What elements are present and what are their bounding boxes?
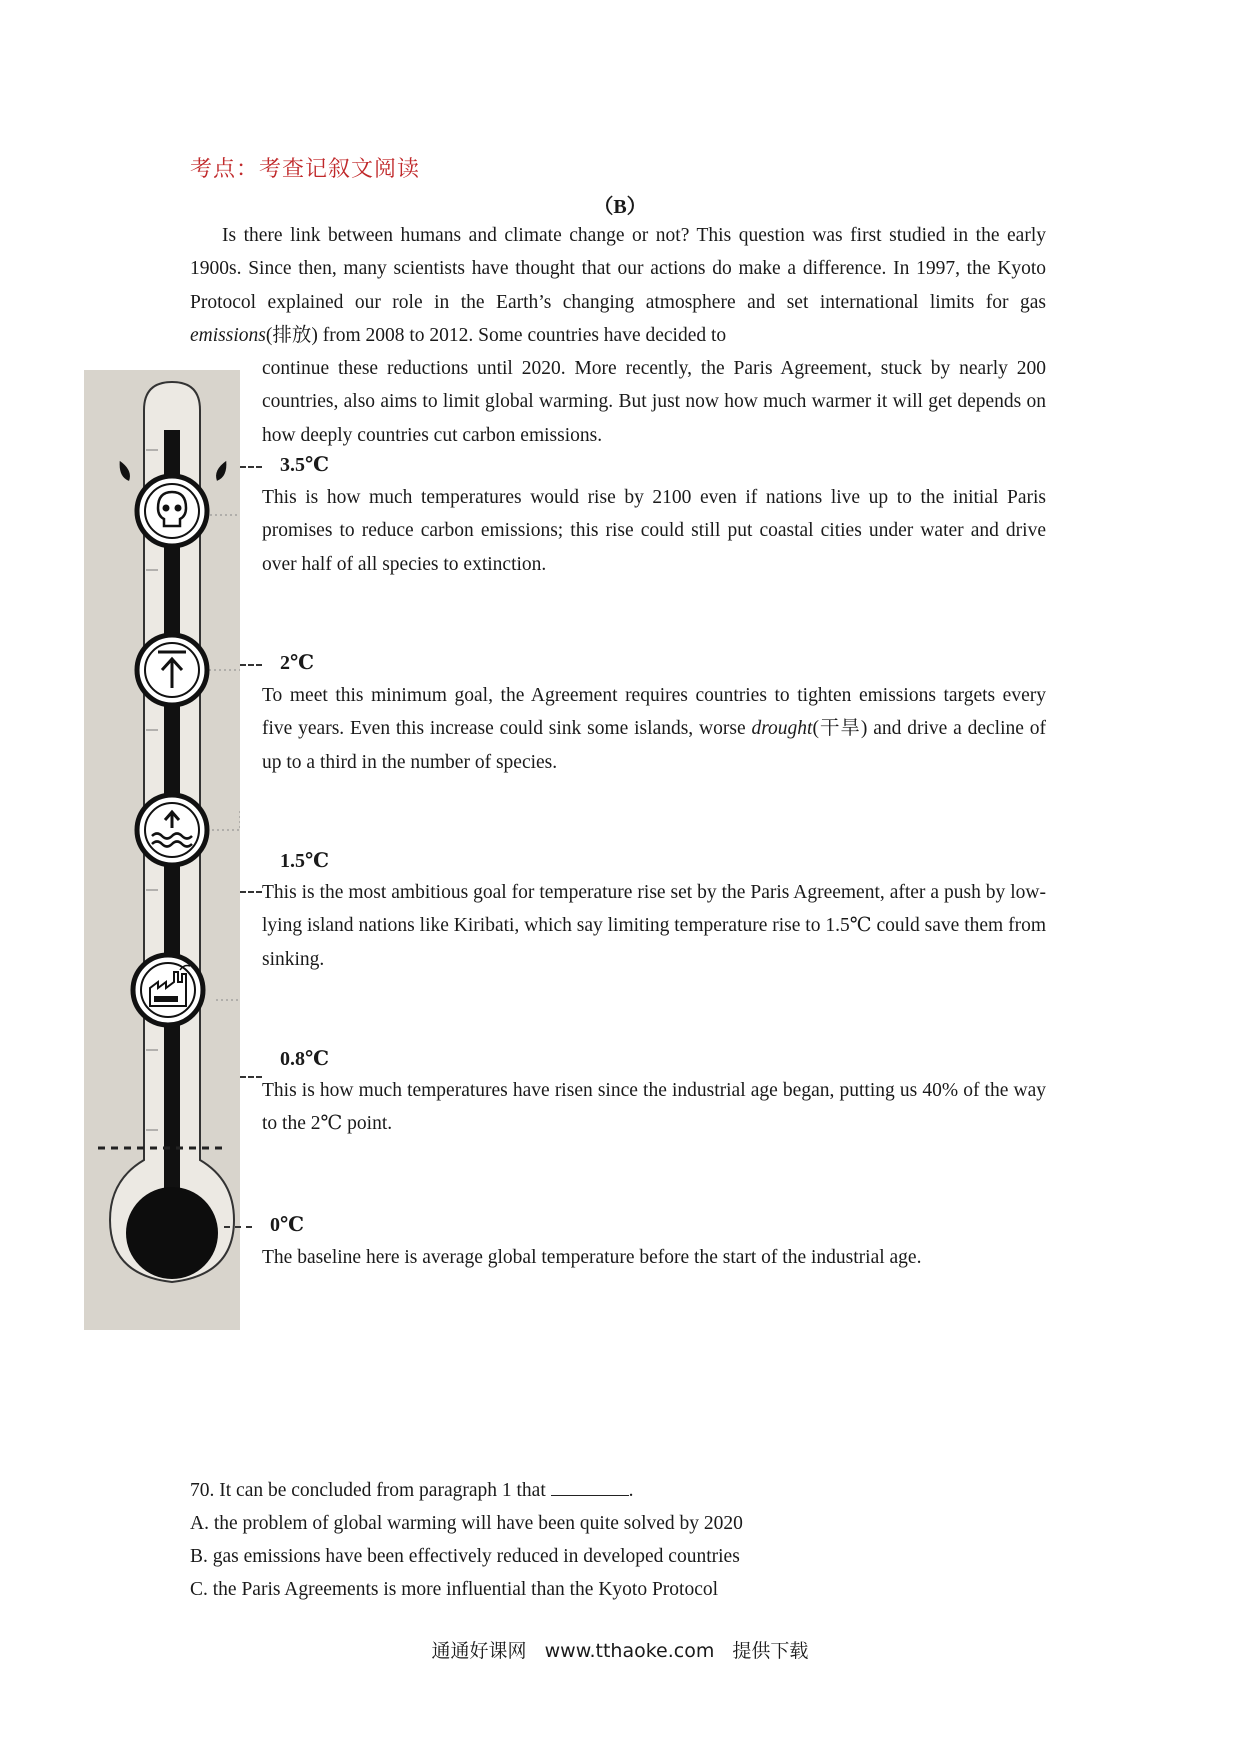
drought-word: drought <box>751 718 813 740</box>
level-2-text-a: To meet this minimum goal, the Agreement requires countries to tighten emissions targets every five years. Even this increase could sink some islands, worse <box>262 685 1046 740</box>
arrow-up-bar-icon <box>137 635 207 705</box>
rising-water-icon <box>137 795 207 865</box>
intro-paragraph <box>190 219 1046 353</box>
section-label: （B） <box>593 196 647 218</box>
connector-1-5 <box>240 891 262 893</box>
temp-label-1-5: 1.5℃ <box>280 850 329 872</box>
thermometer-illustration <box>84 370 240 1330</box>
topic-label: 考点：考查记叙文阅读 <box>190 157 421 182</box>
footer-url: www.tthaoke.com <box>544 1640 715 1662</box>
question-stem-end: . <box>628 1480 634 1501</box>
option-b: B. gas emissions have been effectively reduced in developed countries <box>190 1546 740 1567</box>
emissions-word: emissions <box>190 325 266 347</box>
level-3-5-text: This is how much temperatures would rise by 2100 even if nations live up to the initial Paris promises to reduce carbon emissions; this rise could still put coastal cities under water and drive over half of all species to extinction. <box>262 487 1046 575</box>
question-stem-text: 70. It can be concluded from paragraph 1 that <box>190 1480 551 1501</box>
question-stem <box>190 1474 633 1507</box>
temp-label-0-8: 0.8℃ <box>280 1048 329 1070</box>
footer-site-name: 通通好课网 <box>431 1640 527 1662</box>
intro-paragraph-continued <box>262 352 1046 452</box>
connector-2 <box>240 664 262 666</box>
page-footer <box>0 1636 1240 1663</box>
temp-label-2: 2℃ <box>280 652 314 674</box>
connector-0-8 <box>240 1076 262 1078</box>
level-1-5-text: This is the most ambitious goal for temperature rise set by the Paris Agreement, after a push by low-lying island nations like Kiribati, which say limiting temperature rise to 1.5℃ could save them from sinking. <box>262 882 1046 970</box>
level-0-text: The baseline here is average global temperature before the start of the industrial age. <box>262 1247 922 1268</box>
factory-icon <box>133 955 203 1025</box>
level-2-text-b: and drive a decline of up to a third in the number of species. <box>262 718 1046 773</box>
footer-suffix: 提供下载 <box>732 1640 809 1662</box>
temp-label-0: 0℃ <box>270 1214 304 1236</box>
connector-0 <box>224 1226 252 1228</box>
thermometer-svg <box>84 370 240 1330</box>
level-2-text <box>262 679 1046 779</box>
intro-text: Is there link between humans and climate change or not? This question was first studied in the early 1900s. Since then, many scientists have thought that our actions do make a difference. In 1997, the Kyoto Protocol explained our role in the Earth’s changing atmosphere and set international limits for gas <box>190 225 1046 313</box>
temp-label-3-5: 3.5℃ <box>280 454 329 476</box>
option-c: C. the Paris Agreements is more influential than the Kyoto Protocol <box>190 1579 719 1600</box>
intro-continued-text: continue these reductions until 2020. More recently, the Paris Agreement, stuck by nearly 200 countries, also aims to limit global warming. But just now how much warmer it will get depends on how deeply countries cut carbon emissions. <box>262 358 1046 446</box>
answer-blank <box>551 1479 629 1496</box>
drought-gloss: (干旱) <box>812 718 868 740</box>
connector-3-5 <box>240 466 262 468</box>
intro-text-cont: from 2008 to 2012. Some countries have decided to <box>317 325 727 347</box>
level-0-8-text: This is how much temperatures have risen since the industrial age began, putting us 40% of the way to the 2℃ point. <box>262 1080 1046 1135</box>
emissions-gloss: (排放) <box>265 325 318 347</box>
option-a: A. the problem of global warming will have been quite solved by 2020 <box>190 1513 743 1534</box>
skull-icon <box>137 476 207 546</box>
